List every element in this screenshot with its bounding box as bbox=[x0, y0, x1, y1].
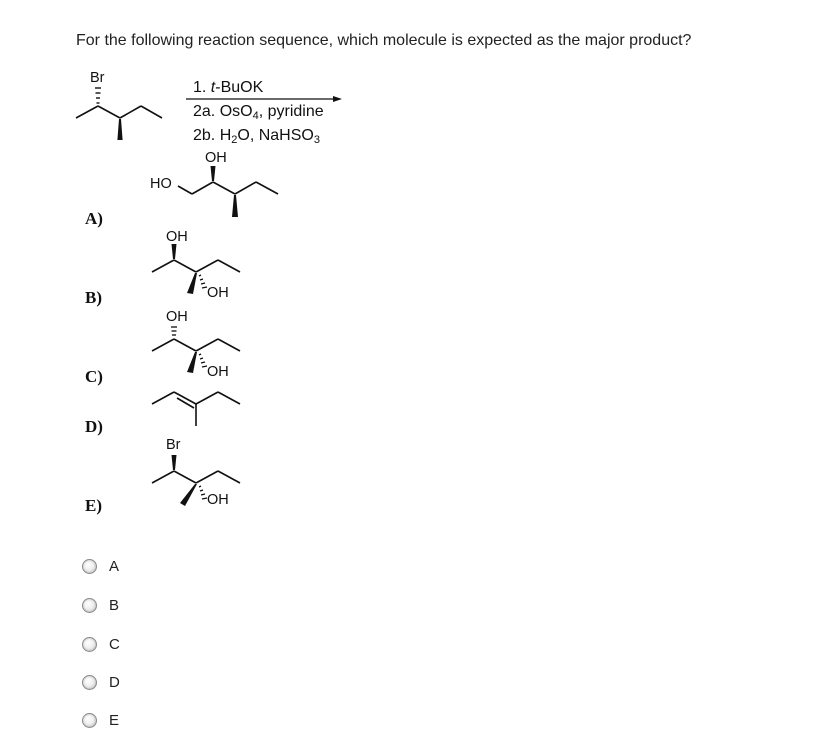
reactant-br-label: Br bbox=[90, 70, 105, 86]
choice-b-oh-top-label: OH bbox=[166, 229, 188, 245]
reagent-step1-rest: -BuOK bbox=[215, 79, 264, 96]
reagent-step2a-sub: 4 bbox=[252, 110, 259, 122]
reagent-step1-num: 1. bbox=[193, 79, 211, 96]
answer-option-b-label: B bbox=[109, 596, 120, 614]
choice-e-hash-oh bbox=[199, 486, 207, 499]
choice-a-wedge-me bbox=[232, 195, 238, 217]
radio-e[interactable] bbox=[82, 713, 97, 728]
choice-e-skeleton bbox=[152, 471, 240, 483]
choice-c-hash-oh2 bbox=[199, 354, 207, 367]
reagent-step2a-pre: 2a. OsO bbox=[193, 103, 253, 120]
choice-c-wedge-me bbox=[187, 352, 197, 373]
choice-e-oh-label: OH bbox=[207, 492, 229, 508]
answer-option-c-label: C bbox=[109, 635, 120, 653]
choice-c-oh-top-label: OH bbox=[166, 309, 188, 325]
reagent-step2b-sub2: 3 bbox=[313, 134, 320, 146]
reagent-step2a-post: , pyridine bbox=[258, 103, 324, 120]
answer-option-b[interactable] bbox=[82, 595, 119, 615]
choice-c-hash-oh bbox=[171, 327, 177, 335]
answer-option-c[interactable] bbox=[82, 634, 120, 654]
choice-e-br-label: Br bbox=[166, 437, 181, 453]
reagent-step2b-sub1: 2 bbox=[231, 134, 238, 146]
choice-b-wedge-me bbox=[187, 273, 197, 294]
choice-b-wedge-oh bbox=[172, 244, 177, 259]
answer-option-a[interactable] bbox=[82, 556, 119, 576]
radio-b[interactable] bbox=[82, 598, 97, 613]
reactant-wedge-bond bbox=[117, 119, 122, 140]
choice-b-oh-bottom-label: OH bbox=[207, 285, 229, 301]
reagent-step2b-pre: 2b. H bbox=[193, 127, 232, 144]
answer-option-e[interactable] bbox=[82, 710, 119, 730]
reagent-step2b-mid: O, NaHSO bbox=[237, 127, 314, 144]
reaction-arrowhead bbox=[333, 96, 342, 102]
choice-a-ho-label: HO bbox=[150, 176, 172, 192]
choice-a-oh-label: OH bbox=[205, 150, 227, 166]
choice-d-skeleton bbox=[152, 392, 240, 426]
answer-option-d[interactable] bbox=[82, 672, 120, 692]
question-text: For the following reaction sequence, which molecule is expected as the major product? bbox=[76, 32, 692, 49]
answer-option-e-label: E bbox=[109, 711, 120, 729]
choice-a-skeleton bbox=[178, 182, 278, 194]
choice-c-letter: C) bbox=[85, 367, 103, 386]
reagent-step2a bbox=[193, 103, 324, 122]
reactant-skeleton bbox=[76, 106, 162, 118]
choice-c-skeleton bbox=[152, 339, 240, 351]
answer-option-d-label: D bbox=[109, 673, 120, 691]
choice-c-oh-bottom-label: OH bbox=[207, 364, 229, 380]
answer-option-a-label: A bbox=[109, 557, 120, 575]
reagent-step1 bbox=[193, 79, 263, 97]
reagent-step1-tert: t bbox=[210, 79, 216, 96]
choice-b-hash-oh bbox=[199, 275, 207, 288]
choice-e-wedge-me bbox=[180, 484, 197, 506]
choice-e-wedge-br bbox=[172, 455, 177, 470]
choice-d-letter: D) bbox=[85, 417, 103, 436]
radio-c[interactable] bbox=[82, 637, 97, 652]
reagent-step2b bbox=[193, 127, 320, 146]
choice-b-letter: B) bbox=[85, 288, 102, 307]
choice-e-letter: E) bbox=[85, 496, 102, 515]
radio-d[interactable] bbox=[82, 675, 97, 690]
choice-b-skeleton bbox=[152, 260, 240, 272]
choice-a-wedge-oh bbox=[211, 166, 216, 181]
choice-a-letter: A) bbox=[85, 209, 103, 228]
radio-a[interactable] bbox=[82, 559, 97, 574]
reactant-hash-bond bbox=[95, 88, 101, 103]
